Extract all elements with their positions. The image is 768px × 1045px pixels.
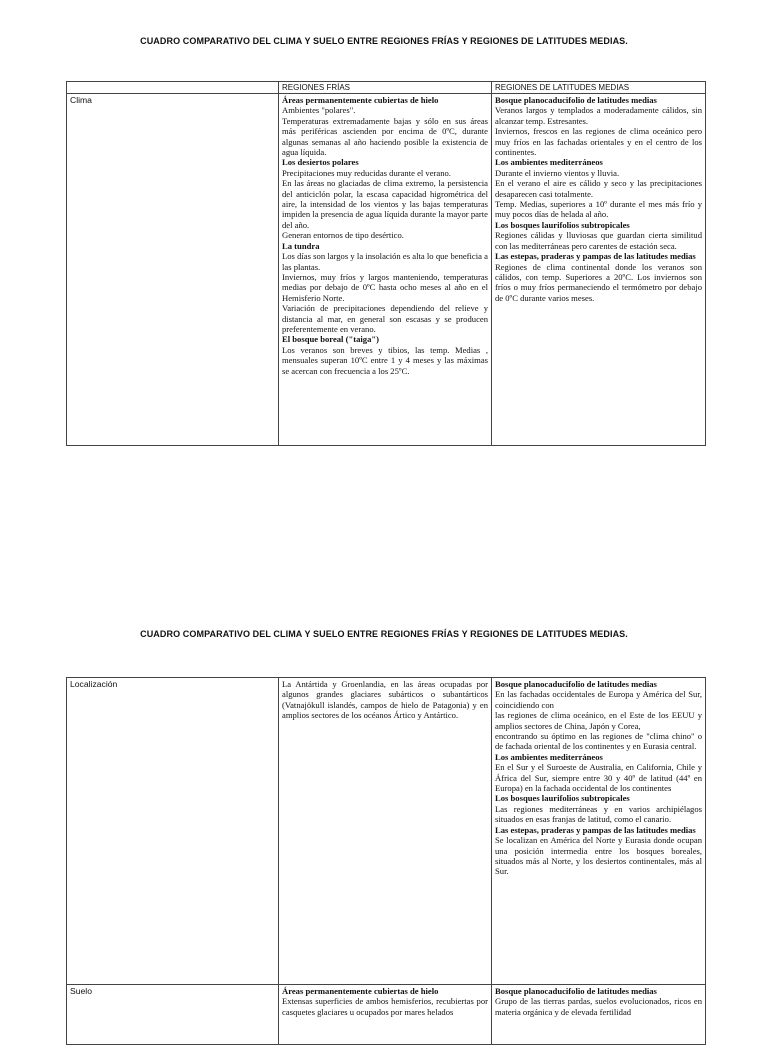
paragraph-text: Los veranos son breves y tibios, las temp. Medias , mensuales superan 10ºC entre 1 y 4 meses y las máximas se acercan con frecuencia a los 25ºC. (282, 344, 488, 376)
cell-clima-medias (492, 94, 706, 446)
subheading-text: Los ambientes mediterráneos (495, 751, 603, 762)
subheading-text: Los ambientes mediterráneos (495, 157, 603, 168)
paragraph-text: las regiones de clima oceánico, en el Este de los EEUU y amplios sectores de China, Japón y Corea, (495, 710, 702, 731)
table-header-row (67, 82, 706, 94)
cell-suelo-medias (492, 985, 706, 1045)
row-label-suelo: Suelo (67, 985, 279, 1045)
subheading-text: Las estepas, praderas y pampas de las latitudes medias (495, 251, 696, 262)
subheading-text: Las estepas, praderas y pampas de las latitudes medias (495, 824, 696, 835)
paragraph-text: Inviernos, muy fríos y largos manteniendo, temperaturas medias por debajo de 0ºC hasta ocho meses al año en el Hemisferio Norte. (282, 271, 488, 303)
paragraph-text: Los días son largos y la insolación es alta lo que beneficia a las plantas. (282, 251, 488, 272)
paragraph-text: Regiones cálidas y lluviosas que guardan cierta similitud con las mediterráneas pero carentes de estación seca. (495, 230, 702, 251)
paragraph-text: encontrando su óptimo en las regiones de "clima chino" o de fachada oriental de los continentes y en Eurasia central. (495, 731, 702, 752)
document-title: CUADRO COMPARATIVO DEL CLIMA Y SUELO ENTRE REGIONES FRÍAS Y REGIONES DE LATITUDES MEDIAS. (140, 36, 628, 46)
paragraph-text: Temperaturas extremadamente bajas y sólo en sus áreas más periféricas ascienden por encima de 0ºC, durante algunas semanas al año haciendo posible la existencia de agua líquida. (282, 115, 488, 158)
subheading-text: El bosque boreal ("taiga") (282, 334, 379, 345)
paragraph-text: Precipitaciones muy reducidas durante el verano. (282, 167, 451, 178)
header-empty-cell (67, 82, 279, 94)
paragraph-text: En el Sur y el Suroeste de Australia, en California, Chile y África del Sur, siempre entre 30 y 40º de latitud (44º en Europa) en la fachada occidental de los continentes (495, 762, 702, 794)
comparison-table-localizacion-suelo (66, 677, 706, 1045)
paragraph-text: La Antártida y Groenlandia, en las áreas ocupadas por algunos grandes glaciares subárticos o subantárticos (Vatnajökull islandés, campos de hielo de Patagonia) y en amplios sectores de los océanos Ártico y Antártico. (282, 679, 488, 721)
table-row-suelo (67, 985, 706, 1045)
paragraph-text: Durante el invierno vientos y lluvia. (495, 167, 620, 178)
paragraph-text: En las áreas no glaciadas de clima extremo, la persistencia del anticiclón polar, la escasa capacidad higrométrica del aire, la intensidad de los vientos y las bajas temperaturas impiden la presencia de agua líquida durante la mayor parte del año. (282, 178, 488, 230)
subheading-text: Bosque planocaducifolio de latitudes medias (495, 95, 657, 105)
subheading-text: La tundra (282, 240, 320, 251)
paragraph-text: Extensas superficies de ambos hemisferios, recubiertas por casquetes glaciares u ocupados por mares helados (282, 996, 488, 1017)
subheading-text: Áreas permanentemente cubiertas de hielo (282, 95, 439, 105)
row-label-clima: Clima (67, 94, 279, 446)
subheading-text: Bosque planocaducifolio de latitudes medias (495, 679, 657, 689)
paragraph-text: Las regiones mediterráneas y en varios archipiélagos situados en esas franjas de latitud, como el canario. (495, 803, 702, 825)
table-row-localizacion (67, 678, 706, 985)
paragraph-text: Regiones de clima continental donde los veranos son cálidos, con temp. Superiores a 20ºC. Los inviernos son fríos o muy fríos permaneciendo el termómetro por debajo de 0ºC durante varios meses. (495, 261, 702, 303)
subheading-text: Los desiertos polares (282, 157, 359, 168)
subheading-text: Áreas permanentemente cubiertas de hielo (282, 986, 439, 996)
table-row-clima (67, 94, 706, 446)
paragraph-text: Veranos largos y templados a moderadamente cálidos, sin alcanzar temp. Estresantes. (495, 105, 702, 126)
paragraph-text: Ambientes "polares". (282, 105, 356, 116)
header-regiones-latitudes-medias: REGIONES DE LATITUDES MEDIAS (492, 82, 706, 94)
cell-suelo-frias (279, 985, 492, 1045)
paragraph-text: Grupo de las tierras pardas, suelos evolucionados, ricos en materia orgánica y de elevada fertilidad (495, 996, 702, 1017)
subheading-text: Bosque planocaducifolio de latitudes medias (495, 986, 657, 996)
paragraph-text: Se localizan en América del Norte y Eurasia donde ocupan una posición intermedia entre los bosques boreales, situados más al Norte, y los desiertos continentales, más al Sur. (495, 835, 702, 877)
subheading-text: Los bosques laurifolios subtropicales (495, 793, 630, 804)
paragraph-text: En las fachadas occidentales de Europa y América del Sur, coincidiendo con (495, 689, 702, 710)
cell-localizacion-frias (279, 678, 492, 985)
paragraph-text: En el verano el aire es cálido y seco y las precipitaciones desaparecen casi totalmente. (495, 178, 702, 199)
paragraph-text: Temp. Medias, superiores a 10º durante el mes más frío y muy pocos días de helada al año. (495, 199, 702, 220)
cell-clima-frias (279, 94, 492, 446)
paragraph-text: Variación de precipitaciones dependiendo del relieve y distancia al mar, en general son escasas y se producen preferentemente en verano. (282, 303, 488, 334)
cell-localizacion-medias (492, 678, 706, 985)
header-regiones-frias: REGIONES FRÍAS (279, 82, 492, 94)
document-title-repeat: CUADRO COMPARATIVO DEL CLIMA Y SUELO ENTRE REGIONES FRÍAS Y REGIONES DE LATITUDES MEDIAS. (140, 629, 628, 639)
paragraph-text: Inviernos, frescos en las regiones de clima oceánico pero muy fríos en las fachadas orientales y en el centro de los continentes. (495, 126, 702, 158)
paragraph-text: Generan entornos de tipo desértico. (282, 230, 404, 241)
subheading-text: Los bosques laurifolios subtropicales (495, 219, 630, 230)
comparison-table-clima (66, 81, 706, 446)
row-label-localizacion: Localización (67, 678, 279, 985)
